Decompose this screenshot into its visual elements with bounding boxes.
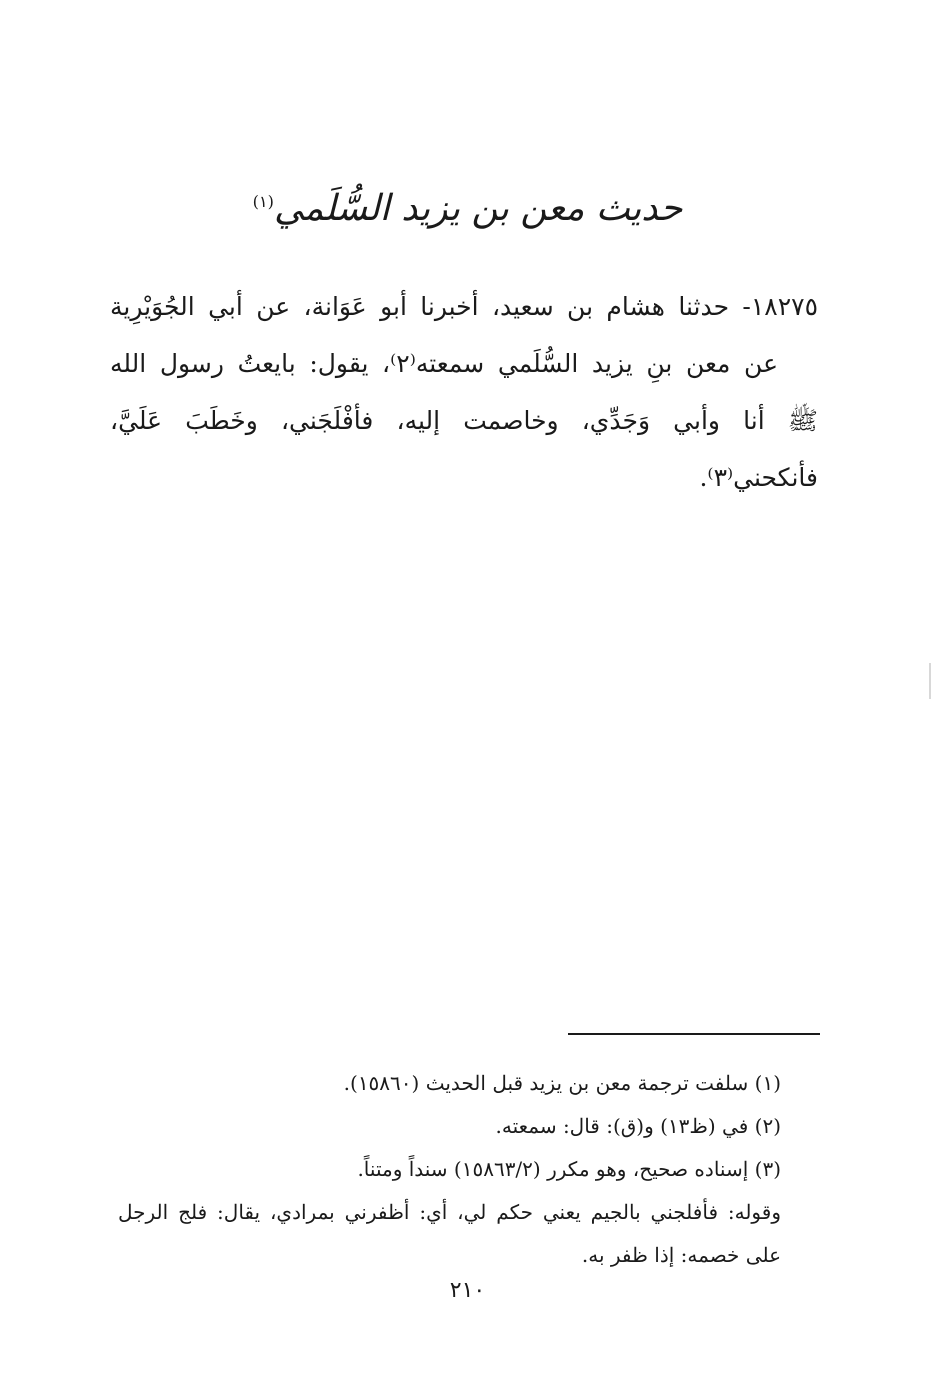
hadith-text [110, 278, 818, 506]
page-number: ٢١٠ [449, 1278, 486, 1303]
scan-edge-mark [929, 663, 931, 699]
footnote-separator [568, 1033, 820, 1035]
hadith-line-2: عن معن بنِ يزيد السُّلَمي سمعته⁽٢⁾، يقول: بايعتُ رسول الله [110, 349, 779, 378]
footnote-2: (٢) في (ظ١٣) و(ق): قال: سمعته. [495, 1114, 781, 1138]
hadith-line-3: ﷺ أنا وأبي وَجَدِّي، وخاصمت إليه، فأفْلَجَني، وخَطَبَ عَلَيَّ، [110, 406, 818, 435]
footnotes [118, 1062, 821, 1277]
hadith-line-1: ١٨٢٧٥- حدثنا هشام بن سعيد، أخبرنا أبو عَوَانة، عن أبي الجُوَيْرِية [110, 292, 818, 321]
chapter-heading [0, 188, 935, 229]
heading-footnote-ref: (١) [252, 192, 274, 211]
hadith-line-4: فأنكحني⁽٣⁾. [699, 463, 818, 492]
footnote-1: (١) سلفت ترجمة معن بن يزيد قبل الحديث (١٥٨٦٠). [343, 1071, 781, 1095]
chapter-title: حديث معن بن يزيد السُّلَمي [273, 188, 683, 229]
footnote-3: (٣) إسناده صحيح، وهو مكرر (١٥٨٦٣/٢) سنداً ومتناً. [357, 1157, 781, 1181]
footnote-3-explanation: وقوله: فأفلجني بالجيم يعني حكم لي، أي: أظفرني بمرادي، يقال: فلج الرجل على خصمه: إذا ظفر به. [118, 1200, 781, 1267]
